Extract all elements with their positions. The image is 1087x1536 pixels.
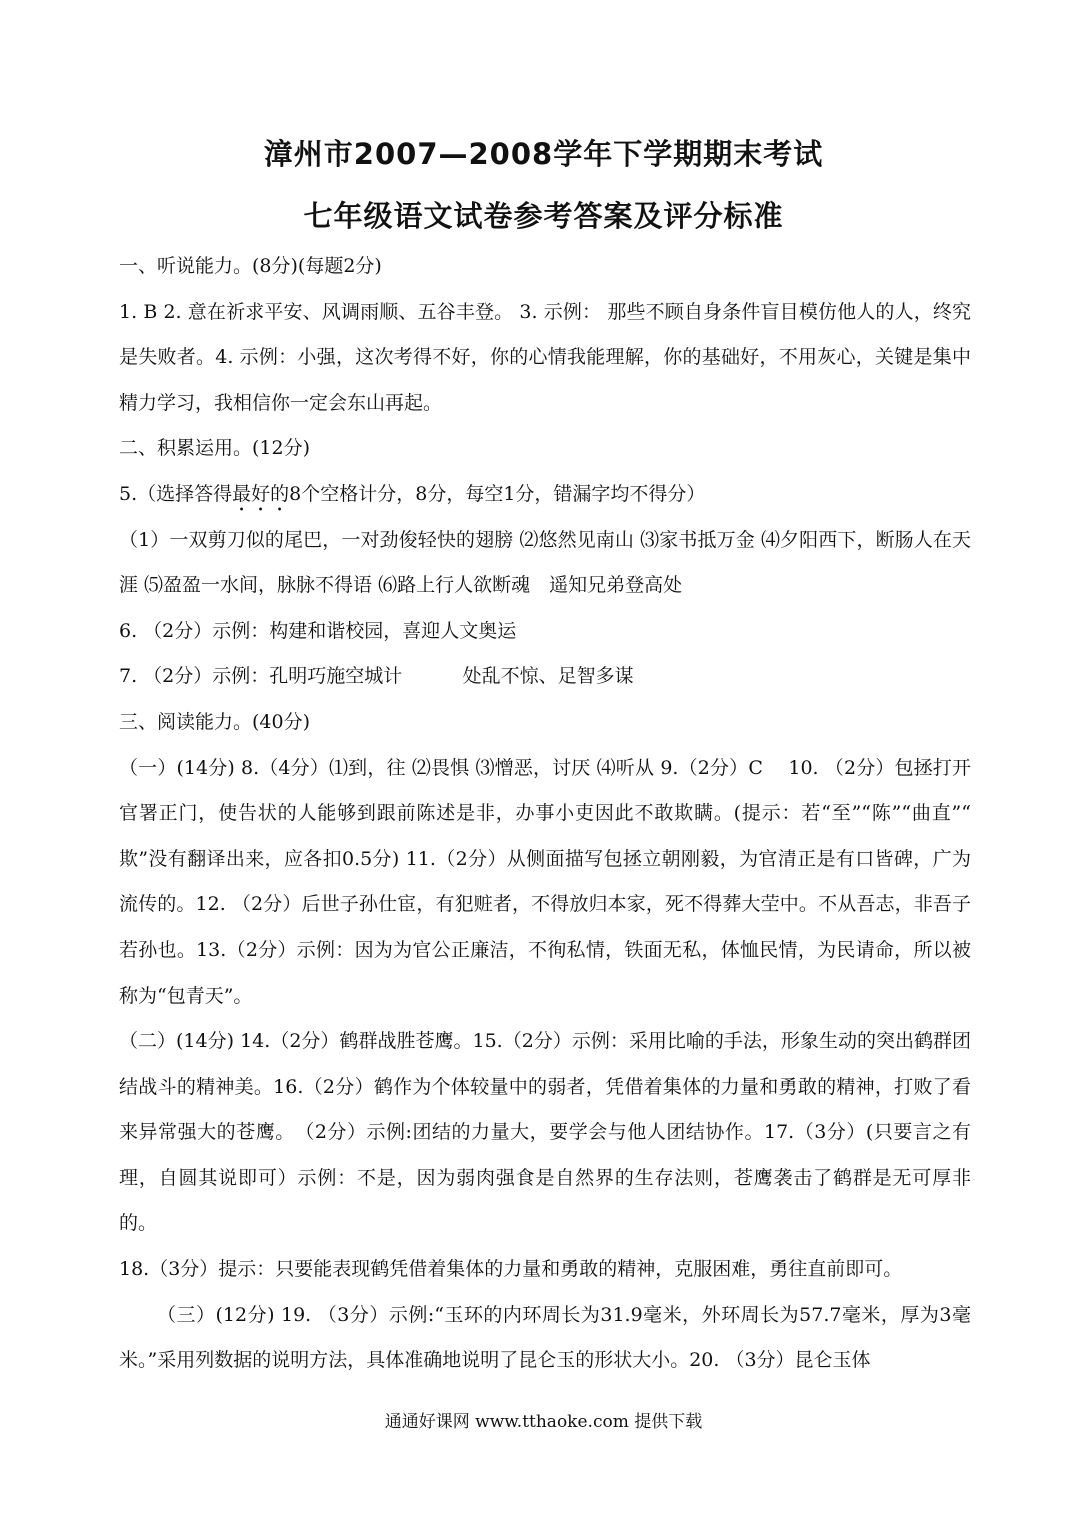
question-18: 18.（3分）提示：只要能表现鹤凭借着集体的力量和勇敢的精神，克服困难，勇往直前即可。 <box>119 1258 903 1281</box>
q7-gap <box>402 665 462 687</box>
question-5-instructions <box>119 472 971 518</box>
q7-part-b: 处乱不惊、足智多谋 <box>462 665 634 688</box>
q5-text-after: 8个空格计分，8分，每空1分，错漏字均不得分） <box>289 482 706 505</box>
reading-part-2: （二）(14分) 14.（2分）鹤群战胜苍鹰。15.（2分）示例：采用比喻的手法，形象生动的突出鹤群团结战斗的精神美。16.（2分）鹤作为个体较量中的弱者，凭借着集体的力量和勇敢的精神，打败了看来异常强大的苍鹰。 （2分）示例:团结的力量大，要学会与他人团结协作。17.（3分）(只要言之有理，自圆其说即可）示例：不是，因为弱肉强食是自然界的生存法则，苍鹰袭击了鹤群是无可厚非的。 <box>119 1030 971 1235</box>
section-heading-accumulation: 二、积累运用。(12分) <box>119 437 311 460</box>
document-subtitle: 七年级语文试卷参考答案及评分标准 <box>303 199 784 233</box>
reading-part-1: （一）(14分) 8.（4分）⑴到，往 ⑵畏惧 ⑶憎恶，讨厌 ⑷听从 9.（2分）C 10. （2分）包拯打开官署正门，使告状的人能够到跟前陈述是非，办事小吏因此不敢欺瞒。(提示：若“至”“陈”“曲直”“ 欺”没有翻译出来，应各扣0.5分) 11.（2分）从侧面描写包拯立朝刚毅，为官清正是有口皆碑，广为流传的。12. （2分）后世子孙仕宦，有犯赃者，不得放归本家，死不得葬大茔中。不从吾志，非吾子若孙也。13.（2分）示例：因为为官公正廉洁，不徇私情，铁面无私，体恤民情，为民请命，所以被称为“包青天”。 <box>119 756 971 1007</box>
section-heading-reading: 三、阅读能力。(40分) <box>119 710 311 733</box>
question-7 <box>119 654 971 700</box>
question-5-answers: （1）一双剪刀似的尾巴，一对劲俊轻快的翅膀 ⑵悠然见南山 ⑶家书抵万金 ⑷夕阳西下，断肠人在天涯 ⑸盈盈一水间，脉脉不得语 ⑹路上行人欲断魂 遥知兄弟登高处 <box>119 528 971 597</box>
reading-part-3: （三）(12分) 19. （3分）示例:“玉环的内环周长为31.9毫米，外环周长为57.7毫米，厚为3毫米。”采用列数据的说明方法，具体准确地说明了昆仑玉的形状大小。20. （3分）昆仑玉体 <box>119 1303 971 1372</box>
page-footer: 通通好课网 www.tthaoke.com 提供下载 <box>384 1412 703 1432</box>
q7-part-a: 7. （2分）示例：孔明巧施空城计 <box>119 665 403 688</box>
question-6: 6. （2分）示例：构建和谐校园，喜迎人文奥运 <box>119 619 517 642</box>
listening-answers: 1. B 2. 意在祈求平安、风调雨顺、五谷丰登。 3. 示例： 那些不顾自身条件盲目模仿他人的人，终究是失败者。4. 示例：小强，这次考得不好，你的心情我能理解，你的基础好，不用灰心，关键是集中精力学习，我相信你一定会东山再起。 <box>119 300 971 414</box>
q5-emphasis: 最好的 <box>232 482 290 505</box>
section-heading-listening: 一、听说能力。(8分)(每题2分) <box>119 255 382 277</box>
q5-text-before: 5.（选择答得 <box>119 482 233 505</box>
document-title: 漳州市2007—2008学年下学期期末考试 <box>263 137 824 171</box>
answer-content <box>119 244 971 1384</box>
